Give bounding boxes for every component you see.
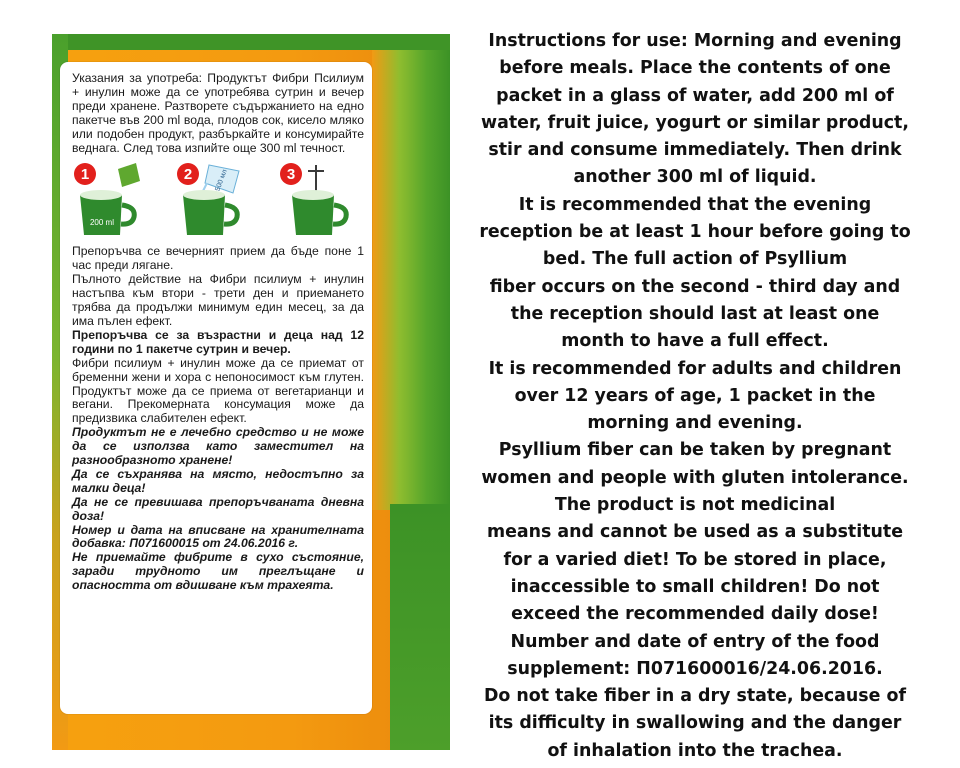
- translation-line: inaccessible to small children! Do not: [510, 576, 880, 597]
- label-evening: Препоръчва се вечерният прием да бъде поне 1 час преди лягане.: [72, 244, 364, 273]
- step-3-illustration: [278, 161, 358, 239]
- step-2-illustration: [175, 161, 255, 239]
- translation-line: It is recommended that the evening: [518, 194, 872, 215]
- step-2-number: 2: [183, 166, 193, 184]
- box-side-panel-lower: [390, 504, 450, 750]
- label-recommended: Препоръчва се за възрастни и деца над 12 години по 1 пакетче сутрин и вечер.: [72, 327, 364, 356]
- box-top-edge: [52, 34, 450, 50]
- translation-line: women and people with gluten intolerance.: [481, 467, 909, 488]
- translation-line: Instructions for use: Morning and evening: [488, 31, 902, 51]
- translation-line: stir and consume immediately. Then drink: [488, 140, 902, 161]
- translation-line: water, fruit juice, yogurt or similar product,: [481, 112, 909, 133]
- translation-line: Psyllium fiber can be taken by pregnant: [498, 440, 892, 461]
- label-warning-5: Не приемайте фибрите в сухо състояние, заради трудното им преглъщане и опасността от вдишване към трахеята.: [72, 550, 364, 593]
- box-side-panel: [372, 50, 450, 510]
- step-3-number: 3: [286, 166, 296, 184]
- label-full-action: Пълното действие на Фибри псилиум + инулин настъпва към втори - трети ден и приемането трябва да продължи минимум един месец, за да има пълен ефект.: [72, 272, 364, 328]
- step-2: [175, 161, 255, 239]
- translation-line: before meals. Place the contents of one: [499, 58, 891, 79]
- label-warning-1: Продуктът не е лечебно средство и не може да се използва като заместител на разнообразното хранене!: [72, 425, 364, 468]
- translation-line: of inhalation into the trachea.: [547, 740, 843, 761]
- translation-line: packet in a glass of water, add 200 ml of: [496, 85, 894, 106]
- translation-line: its difficulty in swallowing and the danger: [488, 713, 902, 734]
- step-1-illustration: [72, 161, 152, 239]
- step-2-jug-text: 500 мл: [214, 169, 229, 193]
- translation-line: bed. The full action of Psyllium: [542, 249, 848, 270]
- step-1-number: 1: [80, 166, 90, 184]
- translation-line: Do not take fiber in a dry state, because of: [483, 686, 907, 707]
- translation-line: means and cannot be used as a substitute: [486, 522, 904, 543]
- label-warning-3: Да не се превишава препоръчваната дневна доза!: [72, 494, 364, 523]
- step-1: [72, 161, 152, 239]
- step-1-cup-text: 200 ml: [89, 218, 115, 228]
- translation-line: another 300 ml of liquid.: [573, 167, 817, 188]
- label-pregnant: Фибри псилиум + инулин може да се приемат от бременни жени и хора с непоносимост към глутен. Продуктът може да се приема от вегетарианци и вегани. Прекомерната консумация може да предизвика слабителен ефект.: [72, 355, 364, 426]
- translation-line: exceed the recommended daily dose!: [511, 604, 879, 625]
- instructions-label: [60, 62, 372, 714]
- translation-line: month to have a full effect.: [561, 331, 829, 352]
- translation-line: morning and evening.: [587, 413, 803, 434]
- step-3: [278, 161, 358, 239]
- label-warning-2: Да се съхранява на място, недостъпно за малки деца!: [72, 466, 364, 495]
- translation-line: reception be at least 1 hour before going to: [479, 222, 911, 243]
- translation-line: supplement: П071600016/24.06.2016.: [507, 658, 883, 679]
- translation-line: The product is not medicinal: [554, 495, 836, 516]
- english-translation: [478, 28, 912, 765]
- label-intro: Указания за употреба: Продуктът Фибри Псилиум + инулин може да се употребява сутрин и вечер преди хранене. Разтворете съдържанието на едно пакетче във 200 ml вода, плодов сок, кисело мляко или подобен продукт, разбъркайте и консумирайте веднага. След това изпийте още 300 ml течност.: [72, 71, 364, 155]
- label-warning-4: Номер и дата на вписване на хранителната добавка: П071600015 от 24.06.2016 г.: [72, 522, 364, 551]
- translation-line: for a varied diet! To be stored in place,: [503, 549, 887, 570]
- preparation-steps: [72, 161, 358, 239]
- translation-line: fiber occurs on the second - third day and: [489, 276, 901, 297]
- translation-line: Number and date of entry of the food: [510, 631, 880, 652]
- translation-line: over 12 years of age, 1 packet in the: [514, 385, 876, 406]
- translation-line: It is recommended for adults and children: [488, 358, 902, 379]
- translation-line: the reception should last at least one: [510, 303, 880, 324]
